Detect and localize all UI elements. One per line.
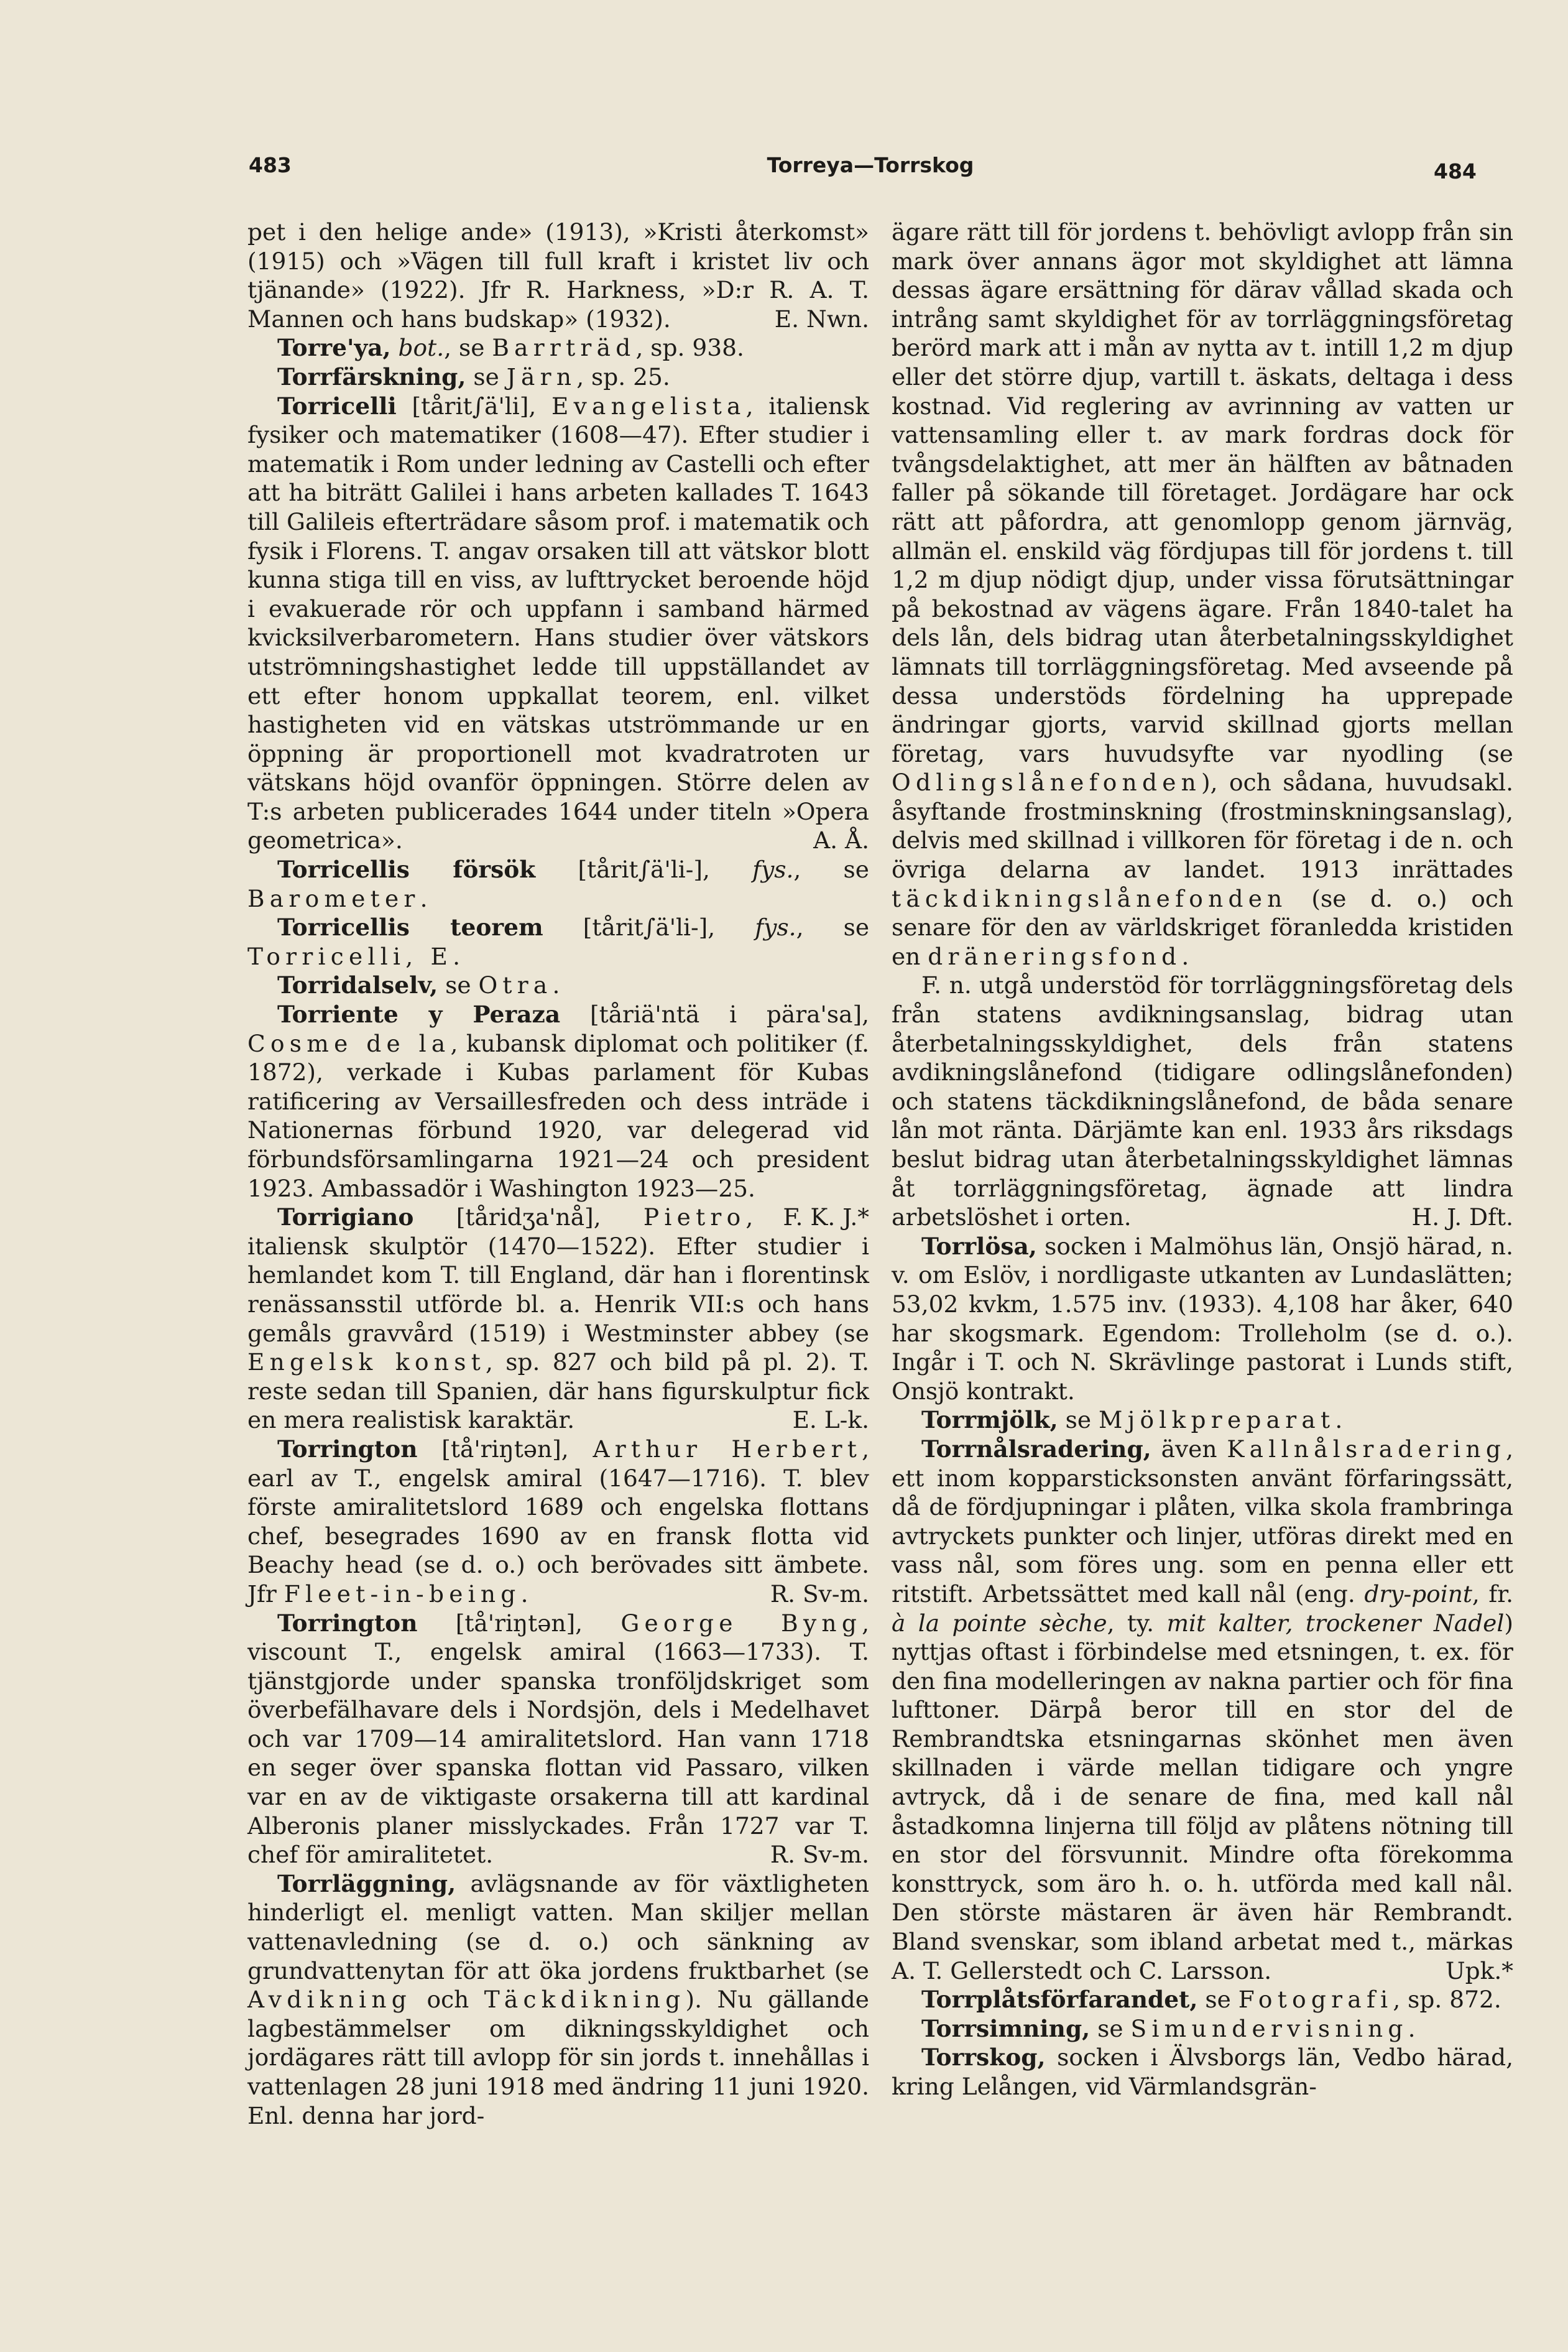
headword: Torricellis försök [277,856,536,884]
author-signature: E. L-k. [792,1406,869,1434]
entry-torrlaggning-support: F. n. utgå understöd för torrläggningsföretag dels från statens avdikningsanslag, bidrag utan återbetalningsskyldighet, dels från statens avdikningslånefond (tidigare odlingslånefonden) och statens täckdikningslånefond, de båda senare lån mot ränta. Därjämte kan enl. 1933 års riksdags beslut bidrag utan återbetalningsskyldighet lämnas åt torrläggningsföretag, ägnade att lindra arbetslöshet i orten. H. J. Dft. [892,971,1513,1231]
entry-torrlaggning: Torrläggning, avlägsnande av för växtligheten hinderligt el. menligt vatten. Man skiljer mellan vattenavledning (se d. o.) och sänkning av grundvattenytan för att öka jordens fruktbarhet (se Avdikning och Täckdikning). Nu gällande lagbestämmelser om dikningsskyldighet och jordägares rätt till avlopp för sin jords t. innehållas i vattenlagen 28 juni 1918 med ändring 11 juni 1920. Enl. denna har jord- [247,1869,869,2129]
entry-torriente-y-peraza: Torriente y Peraza [tåriä'ntä i pära'sa], Cosme de la, kubansk diplomat och politiker (f. 1872), verkade i Kubas parlament för Kubas ratificering av Versaillesfreden och dess inträde i Nationernas förbund 1920, var delegerad vid förbundsförsamlingarna 1921—24 och president 1923. Ambassadör i Washington 1923—25. F. K. J.* [247,1001,870,1231]
entry-torrplatsforfarandet: Torrplåtsförfarandet, se Fotografi, sp. 872. [921,1986,1501,2014]
headword: Torre'ya, [277,334,391,362]
cross-reference: Fleet-in-being [284,1580,521,1608]
author-signature: R. Sv-m. [770,1841,869,1869]
cross-reference: Torricelli, E [247,942,453,970]
headword: Torrmjölk, [921,1406,1058,1434]
cross-reference: Otra [478,971,553,999]
entry-torrington-arthur: Torrington [tå'riŋtən], Arthur Herbert, earl av T., engelsk amiral (1647—1716). T. blev förste amiralitetslord 1689 och engelska flottans chef, besegrades 1690 av en fransk flotta vid Beachy head (se d. o.) och berövades sitt ämbete. Jfr Fleet-in-being. R. Sv-m. [247,1435,870,1608]
headword: Torrnålsradering, [921,1435,1151,1463]
author-signature: Upk.* [1445,1956,1513,1984]
cross-reference: Täckdikning [484,1986,686,2014]
cross-reference: Avdikning [247,1986,412,2014]
entry-torridalselv: Torridalselv, se Otra. [277,971,560,999]
cross-reference: Simundervisning [1130,2014,1408,2042]
headword: Torrigiano [277,1203,414,1231]
cross-reference: Fotografi [1238,1986,1393,2014]
cross-reference: Kallnålsradering [1227,1435,1506,1463]
entry-torrlaggning-continued: ägare rätt till för jordens t. behövligt avlopp från sin mark över annans ägor mot skyldighet att lämna dessas ägare ersättning för därav vållad skada och intrång samt skyldighet för av torrläggningsföretag berörd mark att i mån av nytta av t. intill 1,2 m djup eller det större djup, vartill t. äskats, deltaga i dess kostnad. Vid reglering av avrinning av vatten ur vattensamling eller t. av mark fordras dock för tvångsdelaktighet, att mer än hälften av båtnaden faller på sökande till företaget. Jordägare har ock rätt att påfordra, att genomlopp genom järnväg, allmän el. enskild väg fördjupas till för jordens t. till 1,2 m djup nödigt djup, under vissa förutsättningar på bekostnad av vägens ägare. Från 1840-talet ha dels lån, dels bidrag utan återbetalningsskyldighet lämnats till torrläggningsföretag. Med avseende på dessa understöds fördelning ha upprepade ändringar gjorts, varvid skillnad gjorts mellan företag, vars huvudsyfte var nyodling (se Odlingslånefonden), och sådana, huvudsakl. åsyftande frostminskning (frostminskningsanslag), delvis med skillnad i villkoren för företag i de n. och övriga delarna av landet. 1913 inrättades täckdikningslånefonden (se d. o.) och senare för den av världskriget föranledda kristiden en dräneringsfond. [892,218,1513,970]
cross-reference: Mjölkpreparat [1098,1406,1335,1434]
author-signature: H. J. Dft. [1411,1203,1513,1231]
cross-reference: Barrträd [492,334,636,362]
headword: Torrlösa, [921,1232,1037,1260]
headword: Torrfärskning, [277,363,466,391]
entry-torrmjolk: Torrmjölk, se Mjölkpreparat. [921,1406,1343,1434]
author-signature: R. Sv-m. [770,1580,869,1608]
headword: Torrsimning, [921,2014,1091,2042]
headword: Torrläggning, [277,1869,456,1897]
entry-torrsimning: Torrsimning, se Simundervisning. [921,2014,1416,2042]
headword: Torridalselv, [277,971,438,999]
entry-torrington-george: Torrington [tå'riŋtən], George Byng, viscount T., engelsk amiral (1663—1733). T. tjänstgjorde under spanska tronföljdskriget som överbefälhavare dels i Nordsjön, dels i Medelhavet och var 1709—14 amiralitetslord. Han vann 1718 en seger över spanska flottan vid Passaro, vilken var en av de viktigaste orsakerna till att kardinal Alberonis planer misslyckades. Från 1727 var T. chef för amiralitetet. R. Sv-m. [247,1609,869,1869]
running-title: Torreya—Torrskog [767,153,974,177]
entry-torreya: Torre'ya, bot., se Barrträd, sp. 938. [277,334,744,362]
right-column [892,218,1513,2101]
headword: Torricellis teorem [277,914,543,942]
left-column [247,218,869,2130]
author-signature: E. Nwn. [774,305,869,333]
headword: Torrington [277,1609,418,1637]
cross-reference: Barometer [247,884,420,912]
right-page-number: 484 [1434,159,1477,183]
entry-torricelli: Torricelli [tårit∫ä'li], Evangelista, italiensk fysiker och matematiker (1608—47). Efter studier i matematik i Rom under ledning av Castelli och efter att ha biträtt Galilei i hans arbeten kallades T. 1643 till Galileis efterträdare såsom prof. i matematik och fysik i Florens. T. angav orsaken till att vätskor blott kunna stiga till en viss, av lufttrycket beroende höjd i evakuerade rör och uppfann i samband härmed kvicksilverbarometern. Hans studier över vätskors utströmningshastighet ledde till uppställandet av ett efter honom uppkallat teorem, enl. vilket hastigheten vid en vätskas utströmmande ur en öppning är proportionell mot kvadratroten ur vätskans höjd ovanför öppningen. Större delen av T:s arbeten publicerades 1644 under titeln »Opera geometrica». A. Å. [247,392,869,854]
cross-reference: Järn [506,363,577,391]
entry-torrigiano: Torrigiano [tåridʒa'nå], Pietro, italiensk skulptör (1470—1522). Efter studier i hemlandet kom T. till England, där han i florentinsk renässansstil utförde bl. a. Henrik VII:s och hans gemåls gravvård (1519) i Westminster abbey (se Engelsk konst, sp. 827 och bild på pl. 2). T. reste sedan till Spanien, där hans figurskulptur fick en mera realistisk karaktär. E. L-k. [247,1203,869,1434]
left-page-number: 483 [249,153,292,177]
entry-torricellis-forsok: Torricellis försök [tårit∫ä'li-], fys., se Barometer. [247,856,869,912]
headword: Torrskog, [921,2044,1046,2072]
author-signature: F. K. J.* [783,1203,869,1231]
cross-reference: dräneringsfond [928,942,1182,970]
headword: Torrplåtsförfarandet, [921,1986,1198,2014]
cross-reference: Engelsk konst [247,1348,486,1376]
entry-torrnalsradering: Torrnålsradering, även Kallnålsradering, ett inom kopparsticksonsten använt förfaringssätt, då de fördjupningar i plåten, vilka skola frambringa avtryckets punkter och linjer, utföras direkt med en vass nål, som föres ung. som en penna eller ett ritstift. Arbetssättet med kall nål (eng. dry-point, fr. à la pointe sèche, ty. mit kalter, trockener Nadel) nyttjas oftast i förbindelse med etsningen, t. ex. för den fina modelleringen av nakna partier och för fina lufttoner. Därpå beror till en stor del de Rembrandtska etsningarnas skönhet men även skillnaden i värde mellan tidigare och yngre avtryck, då i de senare de fina, med kall nål åstadkomna linjerna till följd av plåtens nötning till en stor del försvunnit. Mindre ofta förekomma konsttryck, som äro h. o. h. utförda med kall nål. Den störste mästaren är även här Rembrandt. Bland svenskar, som ibland arbetat med t., märkas A. T. Gellerstedt och C. Larsson. Upk.* [892,1435,1514,1984]
entry-torrskog: Torrskog, socken i Älvsborgs län, Vedbo härad, kring Lelången, vid Värmlandsgrän- [892,2044,1513,2100]
author-signature: A. Å. [813,826,869,854]
headword: Torriente y Peraza [277,1001,561,1029]
entry-torrfarskning: Torrfärskning, se Järn, sp. 25. [277,363,670,391]
entry-continuation: pet i den helige ande» (1913), »Kristi återkomst» (1915) och »Vägen till full kraft i kristet liv och tjänande» (1922). Jfr R. Harkness, »D:r R. A. T. Mannen och hans budskap» (1932). E. Nwn. [247,218,869,333]
cross-reference: täckdikningslånefonden [892,884,1288,912]
cross-reference: Odlingslånefonden [892,769,1202,797]
entry-torrlosa: Torrlösa, socken i Malmöhus län, Onsjö härad, n. v. om Eslöv, i nordligaste utkanten av Lundaslätten; 53,02 kvkm, 1.575 inv. (1933). 4,108 har åker, 640 har skogsmark. Egendom: Trolleholm (se d. o.). Ingår i T. och N. Skrävlinge pastorat i Lunds stift, Onsjö kontrakt. [892,1232,1513,1405]
headword: Torrington [277,1435,418,1463]
headword: Torricelli [277,392,397,420]
entry-torricellis-teorem: Torricellis teorem [tårit∫ä'li-], fys., se Torricelli, E. [247,914,870,970]
